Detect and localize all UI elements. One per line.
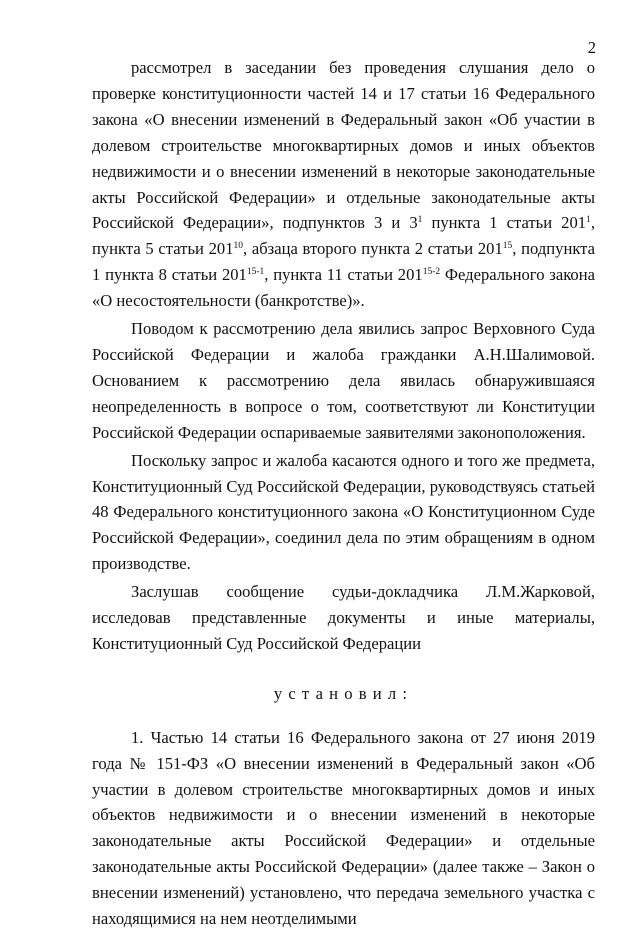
paragraph-text-part: пункта 1 статьи 201 <box>422 213 587 233</box>
superscript-marker: 15-2 <box>422 267 441 278</box>
paragraph-point-1: 1. Частью 14 статьи 16 Федерального закона от 27 июня 2019 года № 151-ФЗ «О внесении изменений в Федеральный закон «Об участии в долевом строительстве многоквартирных домов и иных объектов недвижимости и о внесении изменений в некоторые законодательные акты Российской Федерации» и отдельные законодательные акты Российской Федерации» (далее также – Закон о внесении изменений) установлено, что передача земельного участка с находящимися на нем неотделимыми <box>92 727 595 929</box>
superscript-marker: 15-1 <box>246 267 265 278</box>
superscript-marker: 15 <box>502 241 513 252</box>
superscript-marker: 1 <box>417 215 423 226</box>
paragraph-text-part: , пункта 11 статьи 201 <box>264 265 423 285</box>
paragraph-text-part: рассмотрел в заседании без проведения слушания дело о проверке конституционности частей 14 и 17 статьи 16 Федерального закона «О внесении изменений в Федеральный закон «Об участии в долевом строительстве многоквартирных домов и иных объектов недвижимости и о внесении изменений в некоторые законодательные акты Российской Федерации» и отдельные законодательные акты Российской Федерации», подпунктов 3 и 3 <box>92 58 595 233</box>
paragraph-text-part: Федерального закона «О несостоятельности (банкротстве)». <box>92 265 595 311</box>
document-body <box>92 55 595 934</box>
superscript-marker: 10 <box>233 241 243 252</box>
paragraph-case-description <box>92 55 595 314</box>
paragraph-text-part: , абзаца второго пункта 2 статьи 201 <box>243 239 503 259</box>
superscript-marker: 1 <box>586 215 591 226</box>
paragraph-grounds: Поводом к рассмотрению дела явились запрос Верховного Суда Российской Федерации и жалоба гражданки А.Н.Шалимовой. Основанием к рассмотрению дела явилась обнаружившаяся неопределенность в вопросе о том, соответствуют ли Конституции Российской Федерации оспариваемые заявителями законоположения. <box>92 319 595 442</box>
page-number: 2 <box>587 38 596 57</box>
paragraph-text-part: , подпункта 1 пункта 8 статьи 201 <box>92 239 595 285</box>
paragraph-hearing: Заслушав сообщение судьи-докладчика Л.М.Жарковой, исследовав представленные документы и иные материалы, Конституционный Суд Российской Федерации <box>92 582 595 653</box>
section-heading: установил: <box>273 683 414 703</box>
paragraph-joinder: Поскольку запрос и жалоба касаются одного и того же предмета, Конституционный Суд Российской Федерации, руководствуясь статьей 48 Федерального конституционного закона «О Конституционном Суде Российской Федерации», соединил дела по этим обращениям в одном производстве. <box>92 450 595 574</box>
paragraph-text-part: , пункта 5 статьи 201 <box>92 213 595 259</box>
